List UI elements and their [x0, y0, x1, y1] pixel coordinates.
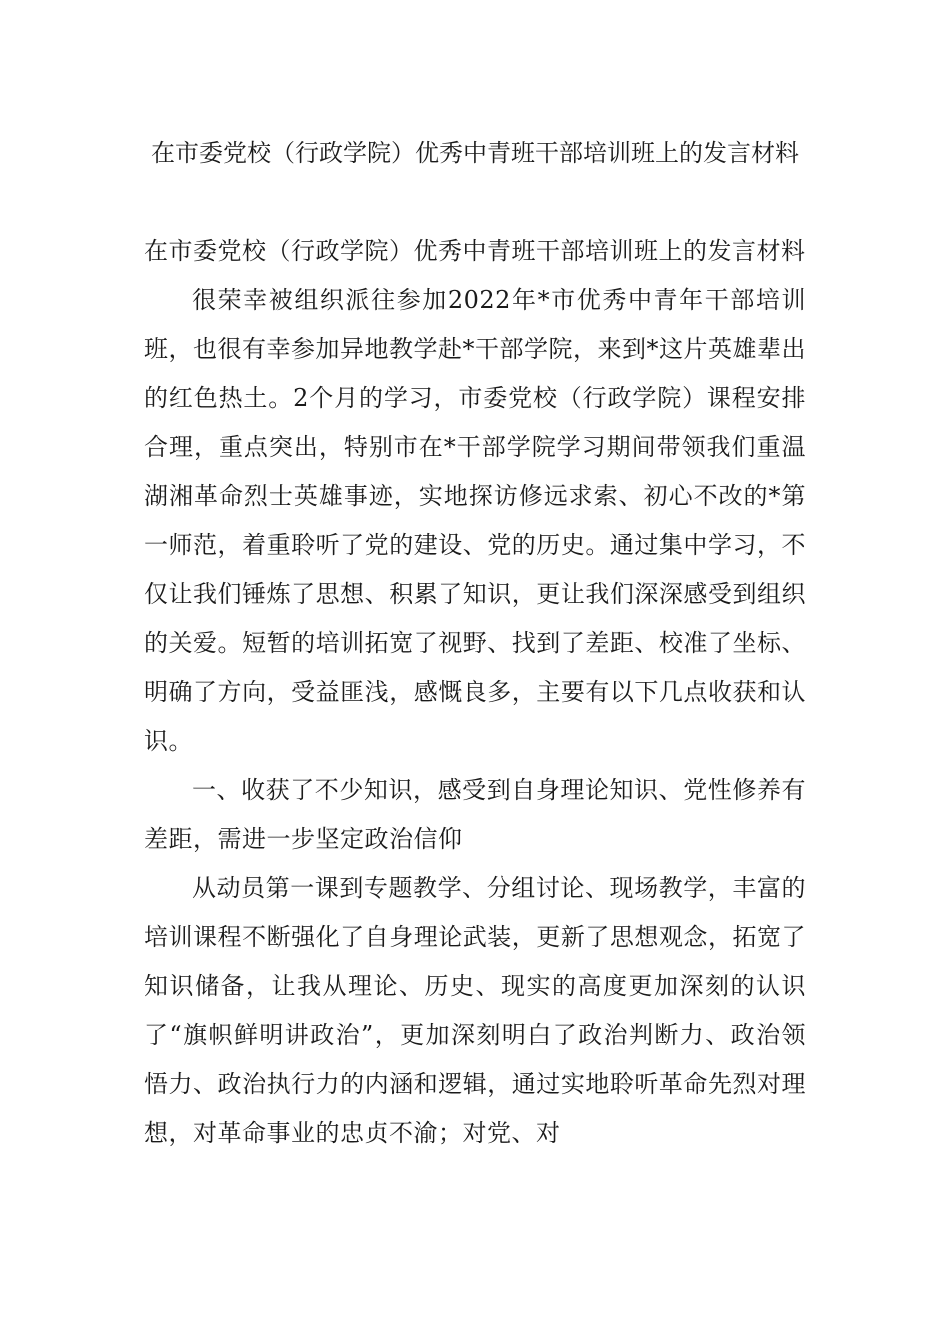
paragraph-section-1: 从动员第一课到专题教学、分组讨论、现场教学，丰富的培训课程不断强化了自身理论武装，更新了思想观念，拓宽了知识储备，让我从理论、历史、现实的高度更加深刻的认识了“旗帜鲜明讲政治”，更加深刻明白了政治判断力、政治领悟力、政治执行力的内涵和逻辑，通过实地聆听革命先烈对理想，对革命事业的忠贞不渝；对党、对	[144, 874, 806, 1147]
document-body	[144, 227, 806, 1158]
section-heading-1: 一、收获了不少知识，感受到自身理论知识、党性修养有差距，需进一步坚定政治信仰	[144, 776, 806, 853]
document-title: 在市委党校（行政学院）优秀中青班干部培训班上的发言材料	[151, 139, 799, 167]
document-subtitle: 在市委党校（行政学院）优秀中青班干部培训班上的发言材料	[144, 237, 806, 265]
paragraph-intro: 很荣幸被组织派往参加2022年*市优秀中青年干部培训班，也很有幸参加异地教学赴*干部学院，来到*这片英雄辈出的红色热土。2个月的学习，市委党校（行政学院）课程安排合理，重点突出，特别市在*干部学院学习期间带领我们重温湖湘革命烈士英雄事迹，实地探访修远求索、初心不改的*第一师范，着重聆听了党的建设、党的历史。通过集中学习，不仅让我们锤炼了思想、积累了知识，更让我们深深感受到组织的关爱。短暂的培训拓宽了视野、找到了差距、校准了坐标、明确了方向，受益匪浅，感慨良多，主要有以下几点收获和认识。	[144, 286, 806, 755]
